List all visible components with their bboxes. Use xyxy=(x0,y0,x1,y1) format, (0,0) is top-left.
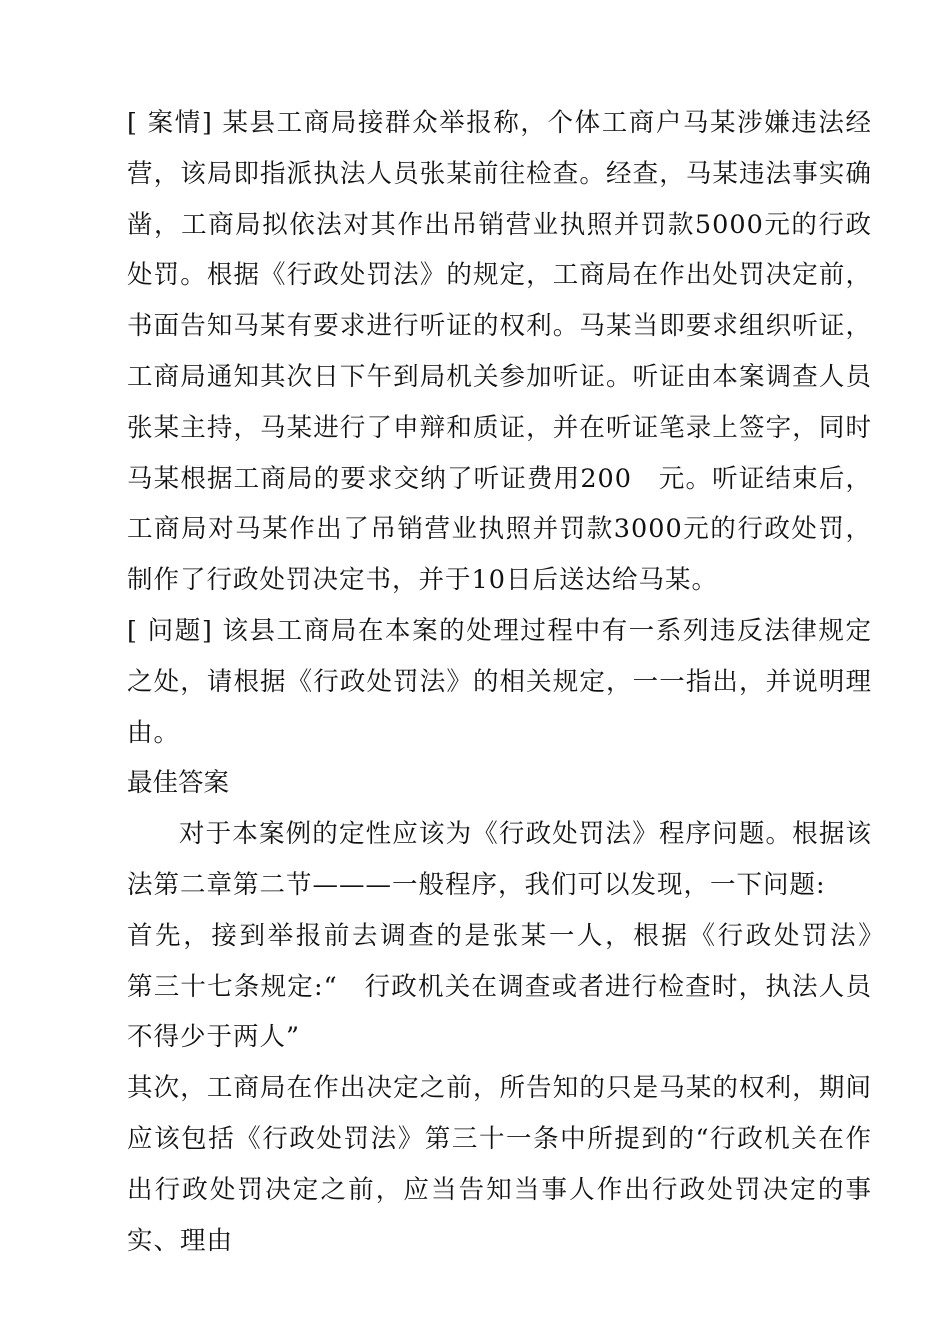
case-paragraph xyxy=(127,98,872,606)
question-tag: [ 问题] xyxy=(127,615,213,646)
question-text: 该县工商局在本案的处理过程中有一系列违反法律规定之处，请根据《行政处罚法》的相关规定，一一指出，并说明理由。 xyxy=(127,615,872,748)
answer-first-paragraph: 首先，接到举报前去调查的是张某一人，根据《行政处罚法》 第三十七条规定:“ 行政机关在调查或者进行检查时，执法人员不得少于两人” xyxy=(127,920,899,1053)
answer-intro-paragraph: 对于本案例的定性应该为《行政处罚法》程序问题。根据该法第二章第二节———一般程序，我们可以发现，一下问题: xyxy=(127,819,872,900)
question-paragraph xyxy=(127,606,872,758)
case-tag: [ 案情] xyxy=(127,108,213,138)
case-text: 某县工商局接群众举报称，个体工商户马某涉嫌违法经营，该局即指派执法人员张某前往检查。经查，马某违法事实确凿，工商局拟依法对其作出吊销营业执照并罚款5000元的行政处罚。根据《行政处罚法》的规定，工商局在作出处罚决定前，书面告知马某有要求进行听证的权利。马某当即要求组织听证，工商局通知其次日下午到局机关参加听证。听证由本案调查人员张某主持，马某进行了申辩和质证，并在听证笔录上签字，同时马某根据工商局的要求交纳了听证费用200 元。听证结束后，工商局对马某作出了吊销营业执照并罚款3000元的行政处罚，制作了行政处罚决定书，并于10日后送达给马某。 xyxy=(127,108,872,596)
answer-heading: 最佳答案 xyxy=(127,768,230,799)
document-page xyxy=(127,98,899,1266)
answer-second-paragraph: 其次，工商局在作出决定之前，所告知的只是马某的权利，期间应该包括《行政处罚法》第三十一条中所提到的“行政机关在作出行政处罚决定之前，应当告知当事人作出行政处罚决定的事实、理由 xyxy=(127,1073,872,1256)
